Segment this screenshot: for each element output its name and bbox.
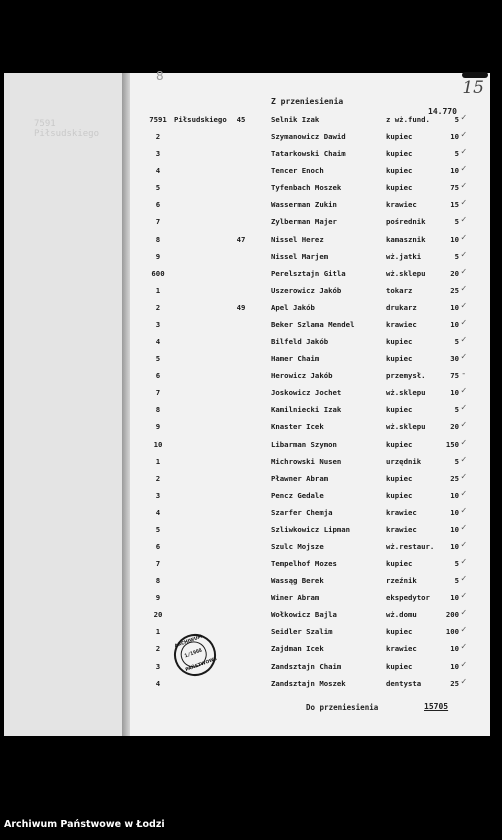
row-occupation: wż.jatki <box>386 251 422 261</box>
register-page <box>130 69 490 736</box>
left-page <box>4 73 122 736</box>
row-check-mark: ✓ <box>461 574 467 585</box>
stamp-text-bottom: PAŃSTWOWE <box>184 656 218 673</box>
row-amount: 25 <box>450 678 459 688</box>
row-occupation: kupiec <box>386 490 413 500</box>
row-amount: 150 <box>445 439 459 449</box>
row-number: 3 <box>155 149 161 159</box>
row-number: 1 <box>155 627 161 637</box>
row-name: Winer Abram <box>271 593 320 603</box>
row-name: Michrowski Nusen <box>271 456 342 466</box>
table-row <box>130 454 490 471</box>
row-check-mark: ✓ <box>461 335 467 346</box>
row-number: 600 <box>151 268 165 278</box>
row-check-mark: - <box>461 369 467 380</box>
table-row <box>130 166 490 180</box>
table-row <box>130 371 490 385</box>
row-name: Selnik Izak <box>271 115 320 124</box>
row-number: 4 <box>155 337 161 347</box>
table-row <box>130 471 490 488</box>
row-amount: 5 <box>454 559 459 569</box>
row-house-number: 45 <box>236 115 246 124</box>
row-name: Tyfenbach Moszek <box>271 183 342 193</box>
row-house-number: 49 <box>236 302 246 312</box>
row-check-mark: ✓ <box>461 557 467 568</box>
row-number: 4 <box>155 166 161 176</box>
row-occupation: wż.domu <box>386 610 417 620</box>
row-check-mark: ✓ <box>461 454 467 465</box>
row-amount: 25 <box>450 473 459 483</box>
row-amount: 200 <box>445 610 459 620</box>
row-number: 9 <box>155 422 161 432</box>
row-number: 3 <box>155 661 161 671</box>
row-occupation: tokarz <box>386 285 413 295</box>
row-number: 2 <box>155 644 161 654</box>
row-name: Herowicz Jakób <box>271 371 333 381</box>
row-occupation: dentysta <box>386 678 422 688</box>
row-number: 2 <box>155 132 161 142</box>
row-amount: 10 <box>450 524 459 534</box>
row-occupation: wż.sklepu <box>386 422 426 432</box>
table-row <box>130 266 490 283</box>
row-number: 8 <box>155 405 161 415</box>
row-name: Szarfer Chemja <box>271 507 333 517</box>
table-row <box>130 405 490 419</box>
row-number: 5 <box>155 524 161 534</box>
row-check-mark: ✓ <box>461 300 467 311</box>
row-amount: 5 <box>454 149 459 159</box>
footer-label: Do przeniesienia <box>306 703 379 712</box>
row-house-number: 47 <box>236 234 246 244</box>
row-occupation: krawiec <box>386 319 417 329</box>
row-number: 20 <box>153 610 163 620</box>
row-number: 9 <box>155 593 161 603</box>
row-amount: 20 <box>450 268 459 278</box>
row-check-mark: ✓ <box>461 659 467 670</box>
row-name: Tencer Enoch <box>271 166 324 176</box>
row-occupation: kupiec <box>386 354 413 364</box>
row-occupation: kupiec <box>386 132 413 142</box>
row-occupation: drukarz <box>386 302 417 312</box>
row-amount: 20 <box>450 422 459 432</box>
row-name: Tempelhof Mozes <box>271 559 337 569</box>
row-number: 6 <box>155 542 161 551</box>
row-name: Nissel Herez <box>271 234 324 244</box>
row-amount: 10 <box>450 542 459 551</box>
row-street: Piłsudskiego <box>174 115 227 124</box>
row-occupation: wż.restaur. <box>386 542 435 551</box>
row-check-mark: ✓ <box>461 147 467 158</box>
row-amount: 5 <box>454 115 459 124</box>
row-amount: 10 <box>450 132 459 142</box>
carried-over-total: 14.770 <box>428 107 457 116</box>
row-number: 8 <box>155 234 161 244</box>
row-occupation: kupiec <box>386 149 413 159</box>
row-check-mark: ✓ <box>461 249 467 260</box>
row-amount: 10 <box>450 661 459 671</box>
row-check-mark: ✓ <box>461 181 467 192</box>
table-row <box>130 132 490 146</box>
row-number: 4 <box>155 678 161 688</box>
row-number: 10 <box>153 439 163 449</box>
row-occupation: kamasznik <box>386 234 426 244</box>
row-occupation: urzędnik <box>386 456 422 466</box>
row-check-mark: ✓ <box>461 420 467 431</box>
row-occupation: rzeźnik <box>386 576 417 586</box>
row-name: Zajdman Icek <box>271 644 324 654</box>
row-number: 6 <box>155 371 161 381</box>
row-check-mark: ✓ <box>461 215 467 226</box>
row-check-mark: ✓ <box>461 403 467 414</box>
row-amount: 10 <box>450 644 459 654</box>
row-amount: 5 <box>454 217 459 227</box>
row-number: 1 <box>155 456 161 466</box>
table-row <box>130 300 490 317</box>
row-number: 3 <box>155 490 161 500</box>
table-row <box>130 200 490 214</box>
page-number: 15 <box>462 78 484 98</box>
row-occupation: kupiec <box>386 559 413 569</box>
book-spine <box>122 73 130 736</box>
row-name: Wassąg Berek <box>271 576 324 586</box>
row-name: Szulc Mojsze <box>271 542 324 551</box>
row-occupation: wż.sklepu <box>386 388 426 398</box>
table-row <box>130 317 490 334</box>
row-amount: 75 <box>450 371 459 381</box>
row-amount: 5 <box>454 456 459 466</box>
row-occupation: kupiec <box>386 337 413 347</box>
row-check-mark: ✓ <box>461 625 467 636</box>
footer-total: 15705 <box>424 702 449 711</box>
table-row <box>130 232 490 249</box>
row-check-mark: ✓ <box>461 283 467 294</box>
row-name: Joskowicz Jochet <box>271 388 342 398</box>
row-check-mark: ✓ <box>461 198 467 209</box>
row-occupation: ekspedytor <box>386 593 430 603</box>
row-name: Pencz Gedale <box>271 490 324 500</box>
row-check-mark: ✓ <box>461 266 467 277</box>
row-number: 6 <box>155 200 161 210</box>
table-row <box>130 610 490 624</box>
table-row <box>130 354 490 368</box>
row-check-mark: ✓ <box>461 522 467 533</box>
table-row <box>130 249 490 266</box>
row-amount: 25 <box>450 285 459 295</box>
page-header: Z przeniesienia <box>271 97 344 106</box>
row-name: Wołkowicz Bajla <box>271 610 337 620</box>
table-row <box>130 437 490 454</box>
row-name: Knaster Icek <box>271 422 324 432</box>
table-row <box>130 283 490 300</box>
row-check-mark: ✓ <box>461 676 467 687</box>
table-row <box>130 388 490 402</box>
table-row <box>130 522 490 539</box>
row-occupation: kupiec <box>386 661 413 671</box>
row-name: Szymanowicz Dawid <box>271 132 346 142</box>
row-number: 7 <box>155 388 161 398</box>
row-occupation: krawiec <box>386 524 417 534</box>
row-occupation: kupiec <box>386 405 413 415</box>
row-check-mark: ✓ <box>461 505 467 516</box>
row-amount: 5 <box>454 337 459 347</box>
table-row <box>130 505 490 522</box>
row-name: Pławner Abram <box>271 473 329 483</box>
row-amount: 5 <box>454 576 459 586</box>
row-amount: 30 <box>450 354 459 364</box>
row-check-mark: ✓ <box>461 130 467 141</box>
row-occupation: krawiec <box>386 507 417 517</box>
table-row <box>130 422 490 436</box>
row-occupation: kupiec <box>386 473 413 483</box>
table-row <box>130 559 490 573</box>
row-occupation: krawiec <box>386 200 417 210</box>
row-name: Hamer Chaim <box>271 354 320 364</box>
row-name: Seidler Szalim <box>271 627 333 637</box>
row-name: Beker Szlama Mendel <box>271 319 355 329</box>
row-name: Nissel Marjem <box>271 251 329 261</box>
row-amount: 10 <box>450 166 459 176</box>
row-check-mark: ✓ <box>461 642 467 653</box>
row-name: Kamilniecki Izak <box>271 405 342 415</box>
row-amount: 10 <box>450 490 459 500</box>
table-row <box>130 337 490 351</box>
row-number: 3 <box>155 319 161 329</box>
row-name: Zylberman Majer <box>271 217 337 227</box>
row-occupation: kupiec <box>386 166 413 176</box>
row-amount: 5 <box>454 405 459 415</box>
row-name: Zandsztajn Chaim <box>271 661 342 671</box>
pencil-mark: 8 <box>156 69 164 83</box>
row-name: Szliwkowicz Lipman <box>271 524 351 534</box>
table-row <box>130 542 490 556</box>
row-occupation: kupiec <box>386 439 413 449</box>
row-number: 7 <box>155 217 161 227</box>
row-amount: 10 <box>450 388 459 398</box>
row-occupation: przemysł. <box>386 371 426 381</box>
row-number: 7 <box>155 559 161 569</box>
row-number: 7591 <box>149 115 167 124</box>
table-row <box>130 676 490 693</box>
row-number: 1 <box>155 285 161 295</box>
archive-label: Archiwum Państwowe w Łodzi <box>4 819 165 830</box>
table-row <box>130 593 490 607</box>
row-name: Wasserman Zukin <box>271 200 337 210</box>
row-amount: 75 <box>450 183 459 193</box>
table-row <box>130 149 490 163</box>
row-number: 2 <box>155 302 161 312</box>
row-check-mark: ✓ <box>461 386 467 397</box>
row-check-mark: ✓ <box>461 591 467 602</box>
row-name: Apel Jakób <box>271 302 315 312</box>
row-amount: 5 <box>454 251 459 261</box>
row-check-mark: ✓ <box>461 488 467 499</box>
row-check-mark: ✓ <box>461 608 467 619</box>
row-occupation: z wż.fund. <box>386 115 430 124</box>
row-occupation: wż.sklepu <box>386 268 426 278</box>
row-name: Perelsztajn Gitla <box>271 268 346 278</box>
row-amount: 10 <box>450 302 459 312</box>
row-number: 4 <box>155 507 161 517</box>
row-amount: 10 <box>450 234 459 244</box>
row-occupation: krawiec <box>386 644 417 654</box>
row-name: Uszerowicz Jakób <box>271 285 342 295</box>
row-check-mark: ✓ <box>461 352 467 363</box>
row-check-mark: ✓ <box>461 317 467 328</box>
stamp-text-middle: 1/1908 <box>183 647 203 660</box>
row-amount: 10 <box>450 319 459 329</box>
row-check-mark: ✓ <box>461 113 467 123</box>
row-occupation: kupiec <box>386 627 413 637</box>
row-occupation: kupiec <box>386 183 413 193</box>
row-number: 5 <box>155 183 161 193</box>
table-row <box>130 576 490 590</box>
row-amount: 100 <box>445 627 459 637</box>
row-check-mark: ✓ <box>461 437 467 448</box>
row-check-mark: ✓ <box>461 540 467 550</box>
table-row <box>130 183 490 197</box>
row-check-mark: ✓ <box>461 232 467 243</box>
row-check-mark: ✓ <box>461 471 467 482</box>
row-occupation: pośrednik <box>386 217 426 227</box>
table-row <box>130 488 490 505</box>
row-number: 8 <box>155 576 161 586</box>
row-check-mark: ✓ <box>461 164 467 175</box>
stamp-text-top: ARCHIWUM <box>174 634 203 650</box>
row-number: 2 <box>155 473 161 483</box>
row-name: Tatarkowski Chaim <box>271 149 346 159</box>
table-row <box>130 115 490 129</box>
row-name: Zandsztajn Moszek <box>271 678 346 688</box>
row-amount: 10 <box>450 593 459 603</box>
table-row <box>130 217 490 231</box>
row-name: Bilfeld Jakób <box>271 337 329 347</box>
left-page-ghost-text: 7591 Piłsudskiego <box>34 119 100 139</box>
row-number: 9 <box>155 251 161 261</box>
row-name: Libarman Szymon <box>271 439 337 449</box>
row-amount: 10 <box>450 507 459 517</box>
row-amount: 15 <box>450 200 459 210</box>
row-number: 5 <box>155 354 161 364</box>
